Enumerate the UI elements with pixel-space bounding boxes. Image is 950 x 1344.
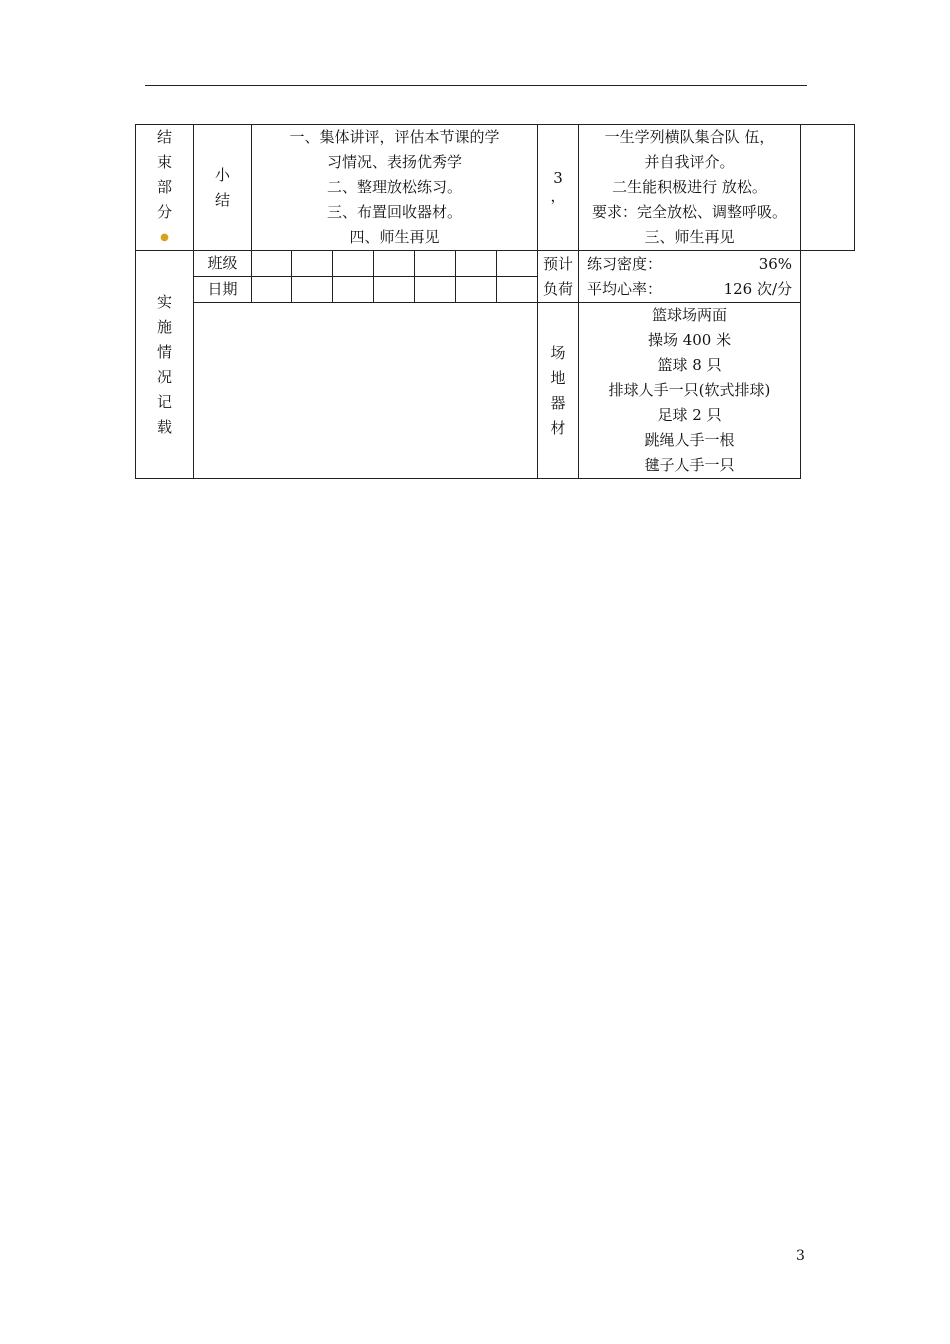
class-cell bbox=[292, 251, 333, 277]
record-area bbox=[194, 303, 538, 479]
equipment-item: 操场 400 米 bbox=[647, 331, 732, 349]
subtitle-char: 结 bbox=[214, 190, 230, 209]
label-char: 器 bbox=[550, 393, 566, 412]
class-row bbox=[136, 251, 855, 277]
class-label: 班级 bbox=[194, 251, 252, 277]
empty-cell bbox=[801, 125, 855, 251]
label-char: 地 bbox=[550, 368, 566, 387]
density-value: 36% bbox=[758, 254, 793, 273]
class-cell bbox=[415, 251, 456, 277]
label-char: 部 bbox=[156, 178, 172, 196]
equipment-list bbox=[579, 303, 801, 479]
class-cell bbox=[252, 251, 292, 277]
minutes-cell bbox=[538, 125, 579, 251]
date-cell bbox=[333, 277, 374, 303]
label-char: 情 bbox=[156, 342, 172, 361]
date-cell bbox=[292, 277, 333, 303]
label-char: 束 bbox=[156, 153, 172, 171]
date-cell bbox=[456, 277, 497, 303]
header-rule bbox=[145, 85, 807, 86]
load-label bbox=[538, 251, 579, 303]
implementation-label bbox=[136, 251, 194, 479]
label-char: 载 bbox=[156, 417, 172, 436]
label-char: 材 bbox=[550, 418, 566, 437]
student-line: 要求：完全放松、调整呼吸。 bbox=[592, 203, 788, 221]
date-cell bbox=[374, 277, 415, 303]
decorative-dot: ● bbox=[160, 232, 169, 243]
record-row bbox=[136, 303, 855, 479]
date-label: 日期 bbox=[194, 277, 252, 303]
student-line: 三、师生再见 bbox=[644, 228, 735, 246]
teacher-line: 三、布置回收器材。 bbox=[327, 203, 463, 221]
heart-rate-row bbox=[587, 277, 792, 302]
student-activity-cell bbox=[579, 125, 801, 251]
label-char: 况 bbox=[156, 367, 172, 386]
teacher-line: 习情况、表扬优秀学 bbox=[327, 153, 463, 171]
section-end-subtitle bbox=[194, 125, 252, 251]
equipment-item: 篮球 8 只 bbox=[657, 356, 722, 374]
label-char: 实 bbox=[156, 292, 172, 311]
equipment-label bbox=[538, 303, 579, 479]
load-label-line: 负荷 bbox=[543, 279, 574, 298]
equipment-item: 足球 2 只 bbox=[657, 406, 722, 424]
load-values bbox=[579, 251, 801, 303]
minutes-value: 3 bbox=[553, 169, 563, 187]
class-cell bbox=[374, 251, 415, 277]
date-cell bbox=[497, 277, 538, 303]
date-cell bbox=[415, 277, 456, 303]
equipment-item: 排球人手一只(软式排球) bbox=[608, 381, 771, 399]
teacher-activity-cell bbox=[252, 125, 538, 251]
student-line: 二生能积极进行 放松。 bbox=[612, 178, 767, 196]
equipment-item: 跳绳人手一根 bbox=[644, 431, 735, 449]
label-char: 分 bbox=[156, 203, 172, 221]
heart-rate-label: 平均心率： bbox=[587, 279, 663, 298]
student-line: 并自我评介。 bbox=[644, 153, 735, 171]
equipment-item: 毽子人手一只 bbox=[644, 456, 735, 474]
minutes-mark: ， bbox=[550, 187, 566, 205]
teacher-line: 一、集体讲评，评估本节课的学 bbox=[289, 128, 500, 146]
subtitle-char: 小 bbox=[214, 165, 230, 184]
lesson-plan-table bbox=[135, 124, 855, 479]
label-char: 结 bbox=[156, 128, 172, 146]
density-label: 练习密度： bbox=[587, 254, 663, 273]
student-line: 一生学列横队集合队 伍， bbox=[604, 128, 775, 146]
section-end-row bbox=[136, 125, 855, 251]
equipment-item: 篮球场两面 bbox=[652, 306, 728, 324]
teacher-line: 二、整理放松练习。 bbox=[327, 178, 463, 196]
page-number: 3 bbox=[796, 1248, 805, 1264]
label-char: 场 bbox=[550, 343, 566, 362]
date-cell bbox=[252, 277, 292, 303]
label-char: 记 bbox=[156, 392, 172, 411]
class-cell bbox=[456, 251, 497, 277]
section-end-label bbox=[136, 125, 194, 251]
class-cell bbox=[333, 251, 374, 277]
label-char: 施 bbox=[156, 317, 172, 336]
density-row bbox=[587, 252, 792, 277]
teacher-line: 四、师生再见 bbox=[349, 228, 440, 246]
class-cell bbox=[497, 251, 538, 277]
heart-rate-value: 126 次/分 bbox=[723, 279, 793, 298]
load-label-line: 预计 bbox=[543, 254, 574, 273]
